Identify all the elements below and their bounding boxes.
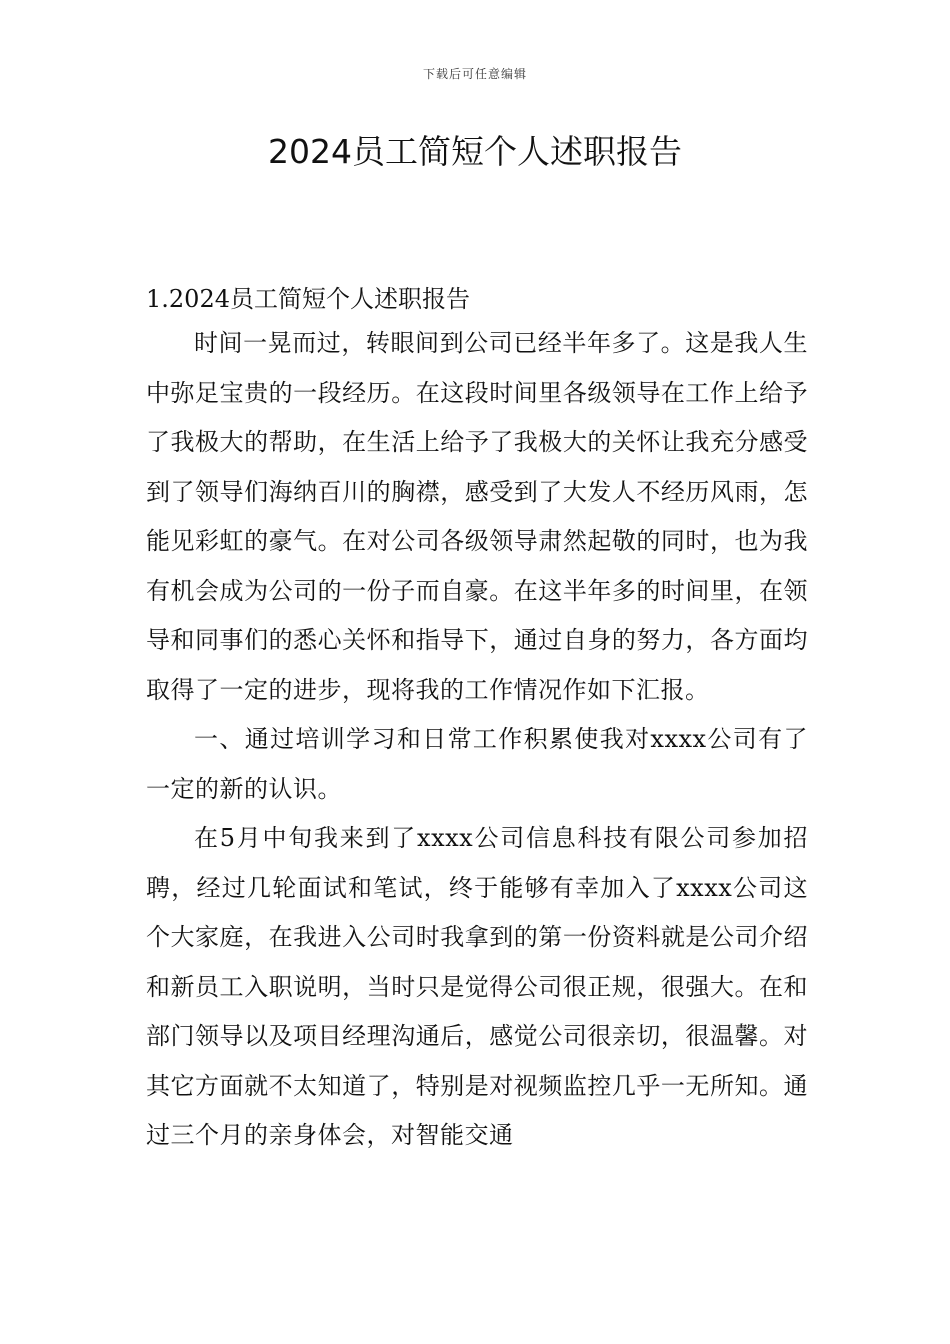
paragraph-point-one: 一、通过培训学习和日常工作积累使我对xxxx公司有了一定的新的认识。 <box>146 725 808 803</box>
document-body <box>146 280 808 1161</box>
section-heading: 1.2024员工简短个人述职报告 <box>146 285 470 313</box>
paragraph-recruitment: 在5月中旬我来到了xxxx公司信息科技有限公司参加招聘，经过几轮面试和笔试，终于能够有幸加入了xxxx公司这个大家庭，在我进入公司时我拿到的第一份资料就是公司介绍和新员工入职说明，当时只是觉得公司很正规，很强大。在和部门领导以及项目经理沟通后，感觉公司很亲切，很温馨。对其它方面就不太知道了，特别是对视频监控几乎一无所知。通过三个月的亲身体会，对智能交通 <box>146 824 808 1149</box>
paragraph-intro: 时间一晃而过，转眼间到公司已经半年多了。这是我人生中弥足宝贵的一段经历。在这段时间里各级领导在工作上给予了我极大的帮助，在生活上给予了我极大的关怀让我充分感受到了领导们海纳百川的胸襟，感受到了大发人不经历风雨，怎能见彩虹的豪气。在对公司各级领导肃然起敬的同时，也为我有机会成为公司的一份子而自豪。在这半年多的时间里，在领导和同事们的悉心关怀和指导下，通过自身的努力，各方面均取得了一定的进步，现将我的工作情况作如下汇报。 <box>146 329 808 704</box>
document-title: 2024员工简短个人述职报告 <box>268 132 682 171</box>
header-note: 下载后可任意编辑 <box>422 67 527 81</box>
